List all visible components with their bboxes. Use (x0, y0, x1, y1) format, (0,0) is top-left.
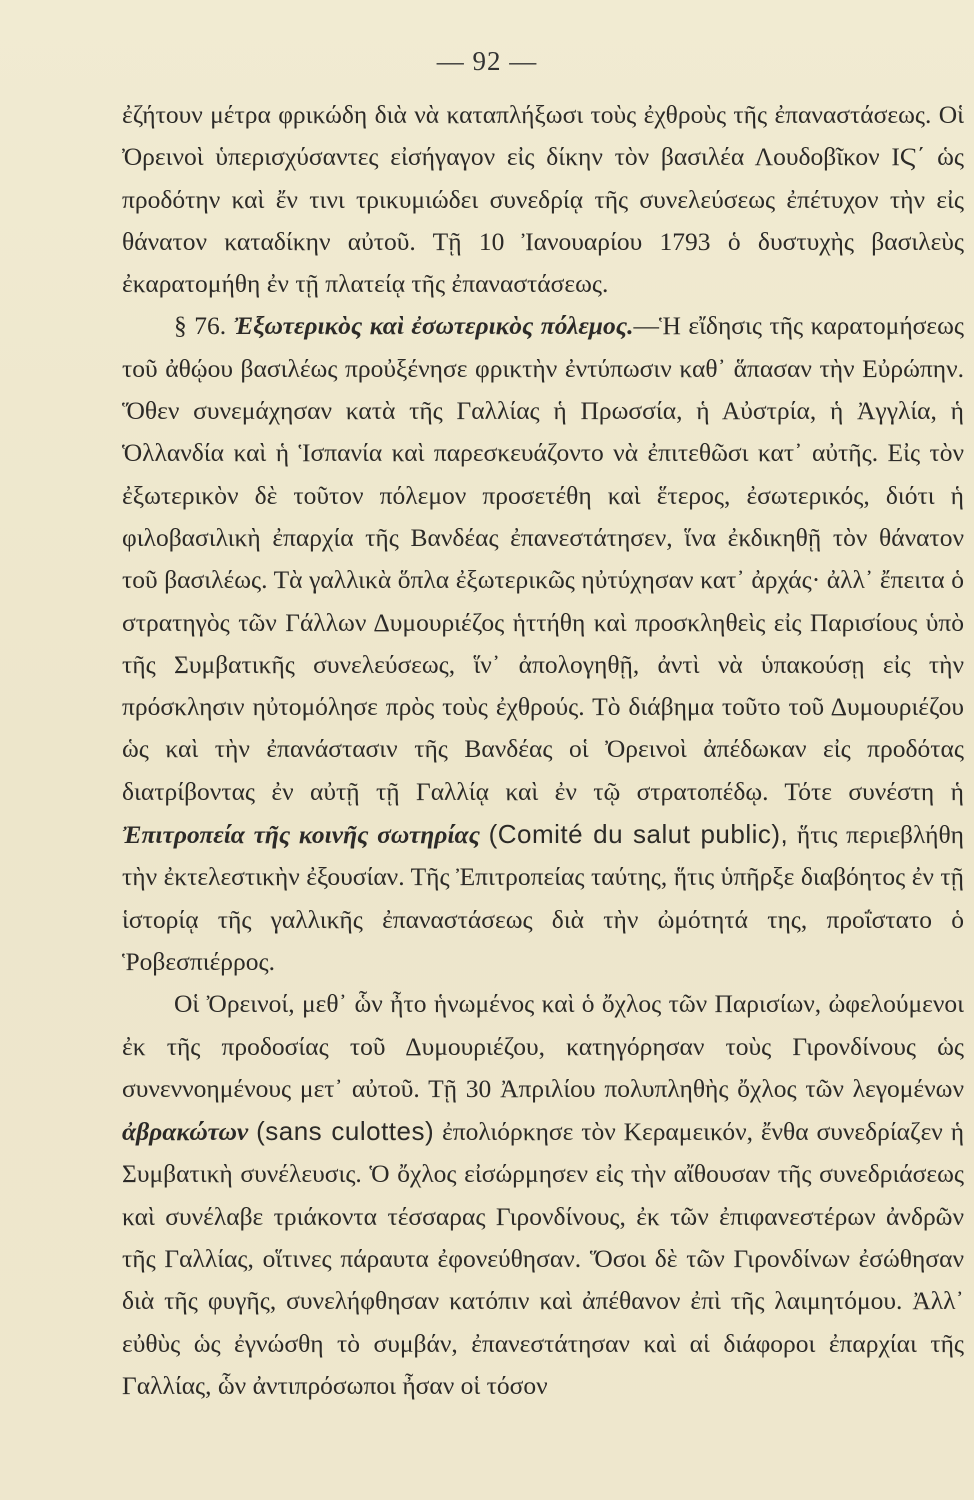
paragraph-2 (122, 305, 964, 983)
paragraph-2-text-b: ἥτις περιεβλήθη τὴν ἐκτελεστικὴν ἐξουσίαν. Τῆς Ἐπιτροπείας ταύτης, ἥτις ὑπῆρξε διαβόητος ἐν τῇ ἱστορίᾳ τῆς γαλλικῆς ἐπαναστάσεως διὰ τὴν ὠμότητά της, προΐστατο ὁ Ῥοβεσπιέρρος. (122, 820, 964, 976)
paragraph-3-text-b: ἐπολιόρκησε τὸν Κεραμεικόν, ἔνθα συνεδρίαζεν ἡ Συμβατικὴ συνέλευσις. Ὁ ὄχλος εἰσώρμησεν εἰς τὴν αἴθουσαν τῆς συνεδριάσεως καὶ συνέλαβε τριάκοντα τέσσαρας Γιρονδίνους, ἐκ τῶν ἐπιφανεστέρων ἀνδρῶν τῆς Γαλλίας, οἵτινες πάραυτα ἐφονεύθησαν. Ὅσοι δὲ τῶν Γιρονδίνων ἐσώθησαν διὰ τῆς φυγῆς, συνελήφθησαν κατόπιν καὶ ἀπέθανον ἐπὶ τῆς λαιμητόμου. Ἀλλ᾽ εὐθὺς ὡς ἐγνώσθη τὸ συμβάν, ἐπανεστάτησαν καὶ αἱ διάφοροι ἐπαρχίαι τῆς Γαλλίας, ὧν ἀντιπρόσωποι ἦσαν οἱ τόσον (122, 1117, 965, 1400)
paragraph-2-text-a: —Ἡ εἴδησις τῆς καρατομήσεως τοῦ ἀθῴου βασιλέως προὐξένησε φρικτὴν ἐντύπωσιν καθ᾽ ἅπασαν τὴν Εὐρώπην. Ὅθεν συνεμάχησαν κατὰ τῆς Γαλλίας ἡ Πρωσσία, ἡ Αὐστρία, ἡ Ἀγγλία, ἡ Ὁλλανδία καὶ ἡ Ἱσπανία καὶ παρεσκευάζοντο νὰ ἐπιτεθῶσι κατ᾽ αὐτῆς. Εἰς τὸν ἐξωτερικὸν δὲ τοῦτον πόλεμον προσετέθη καὶ ἕτερος, ἐσωτερικός, διότι ἡ φιλοβασιλικὴ ἐπαρχία τῆς Βανδέας ἐπανεστάτησεν, ἵνα ἐκδικηθῇ τὸν θάνατον τοῦ βασιλέως. Τὰ γαλλικὰ ὅπλα ἐξωτερικῶς ηὐτύχησαν κατ᾽ ἀρχάς· ἀλλ᾽ ἔπειτα ὁ στρατηγὸς τῶν Γάλλων Δυμουριέζος ἡττήθη καὶ προσκληθεὶς εἰς Παρισίους ὑπὸ τῆς Συμβατικῆς συνελεύσεως, ἵν᾽ ἀπολογηθῇ, ἀντὶ νὰ ὑπακούσῃ εἰς τὴν πρόσκλησιν ηὐτομόλησε πρὸς τοὺς ἐχθρούς. Τὸ διάβημα τοῦτο τοῦ Δυμουριέζου ὡς καὶ τὴν ἐπανάστασιν τῆς Βανδέας οἱ Ὀρεινοὶ ἀπέδωκαν εἰς προδότας διατρίβοντας ἐν αὐτῇ τῇ Γαλλίᾳ καὶ ἐν τῷ στρατοπέδῳ. Τότε συνέστη ἡ (122, 311, 965, 806)
section-number: § 76. (174, 311, 227, 341)
page-number: — 92 — (436, 46, 538, 76)
sansculottes-greek: ἀβρακώτων (122, 1117, 249, 1147)
paragraph-3 (122, 983, 964, 1407)
paragraph-1: ἐζήτουν μέτρα φρικώδη διὰ νὰ καταπλήξωσι τοὺς ἐχθροὺς τῆς ἐπαναστάσεως. Οἱ Ὀρεινοὶ ὑπερισχύσαντες εἰσήγαγον εἰς δίκην τὸν βασιλέα Λουδοβῖκον ΙϚ΄ ὡς προδότην καὶ ἔν τινι τρικυμιώδει συνεδρίᾳ τῆς συνελεύσεως ἐπέτυχον τὴν εἰς θάνατον καταδίκην αὐτοῦ. Τῇ 10 Ἰανουαρίου 1793 ὁ δυστυχὴς βασιλεὺς ἐκαρατομήθη ἐν τῇ πλατείᾳ τῆς ἐπαναστάσεως. (122, 100, 964, 299)
committee-name: Ἐπιτροπεία τῆς κοινῆς σωτηρίας (122, 820, 480, 850)
paragraph-3-text-a: Οἱ Ὀρεινοί, μεθ᾽ ὧν ἦτο ἡνωμένος καὶ ὁ ὄχλος τῶν Παρισίων, ὠφελούμενοι ἐκ τῆς προδοσίας τοῦ Δυμουριέζου, κατηγόρησαν τοὺς Γιρονδίνους ὡς συνεννοημένους μετ᾽ αὐτοῦ. Τῇ 30 Ἀπριλίου πολυπληθὴς ὄχλος τῶν λεγομένων (122, 989, 964, 1103)
committee-name-french: (Comité du salut public), (488, 819, 789, 850)
body-text (122, 94, 964, 1407)
section-heading: Ἐξωτερικὸς καὶ ἐσωτερικὸς πόλεμος. (233, 311, 634, 341)
sansculottes-french: (sans culottes) (256, 1116, 435, 1147)
